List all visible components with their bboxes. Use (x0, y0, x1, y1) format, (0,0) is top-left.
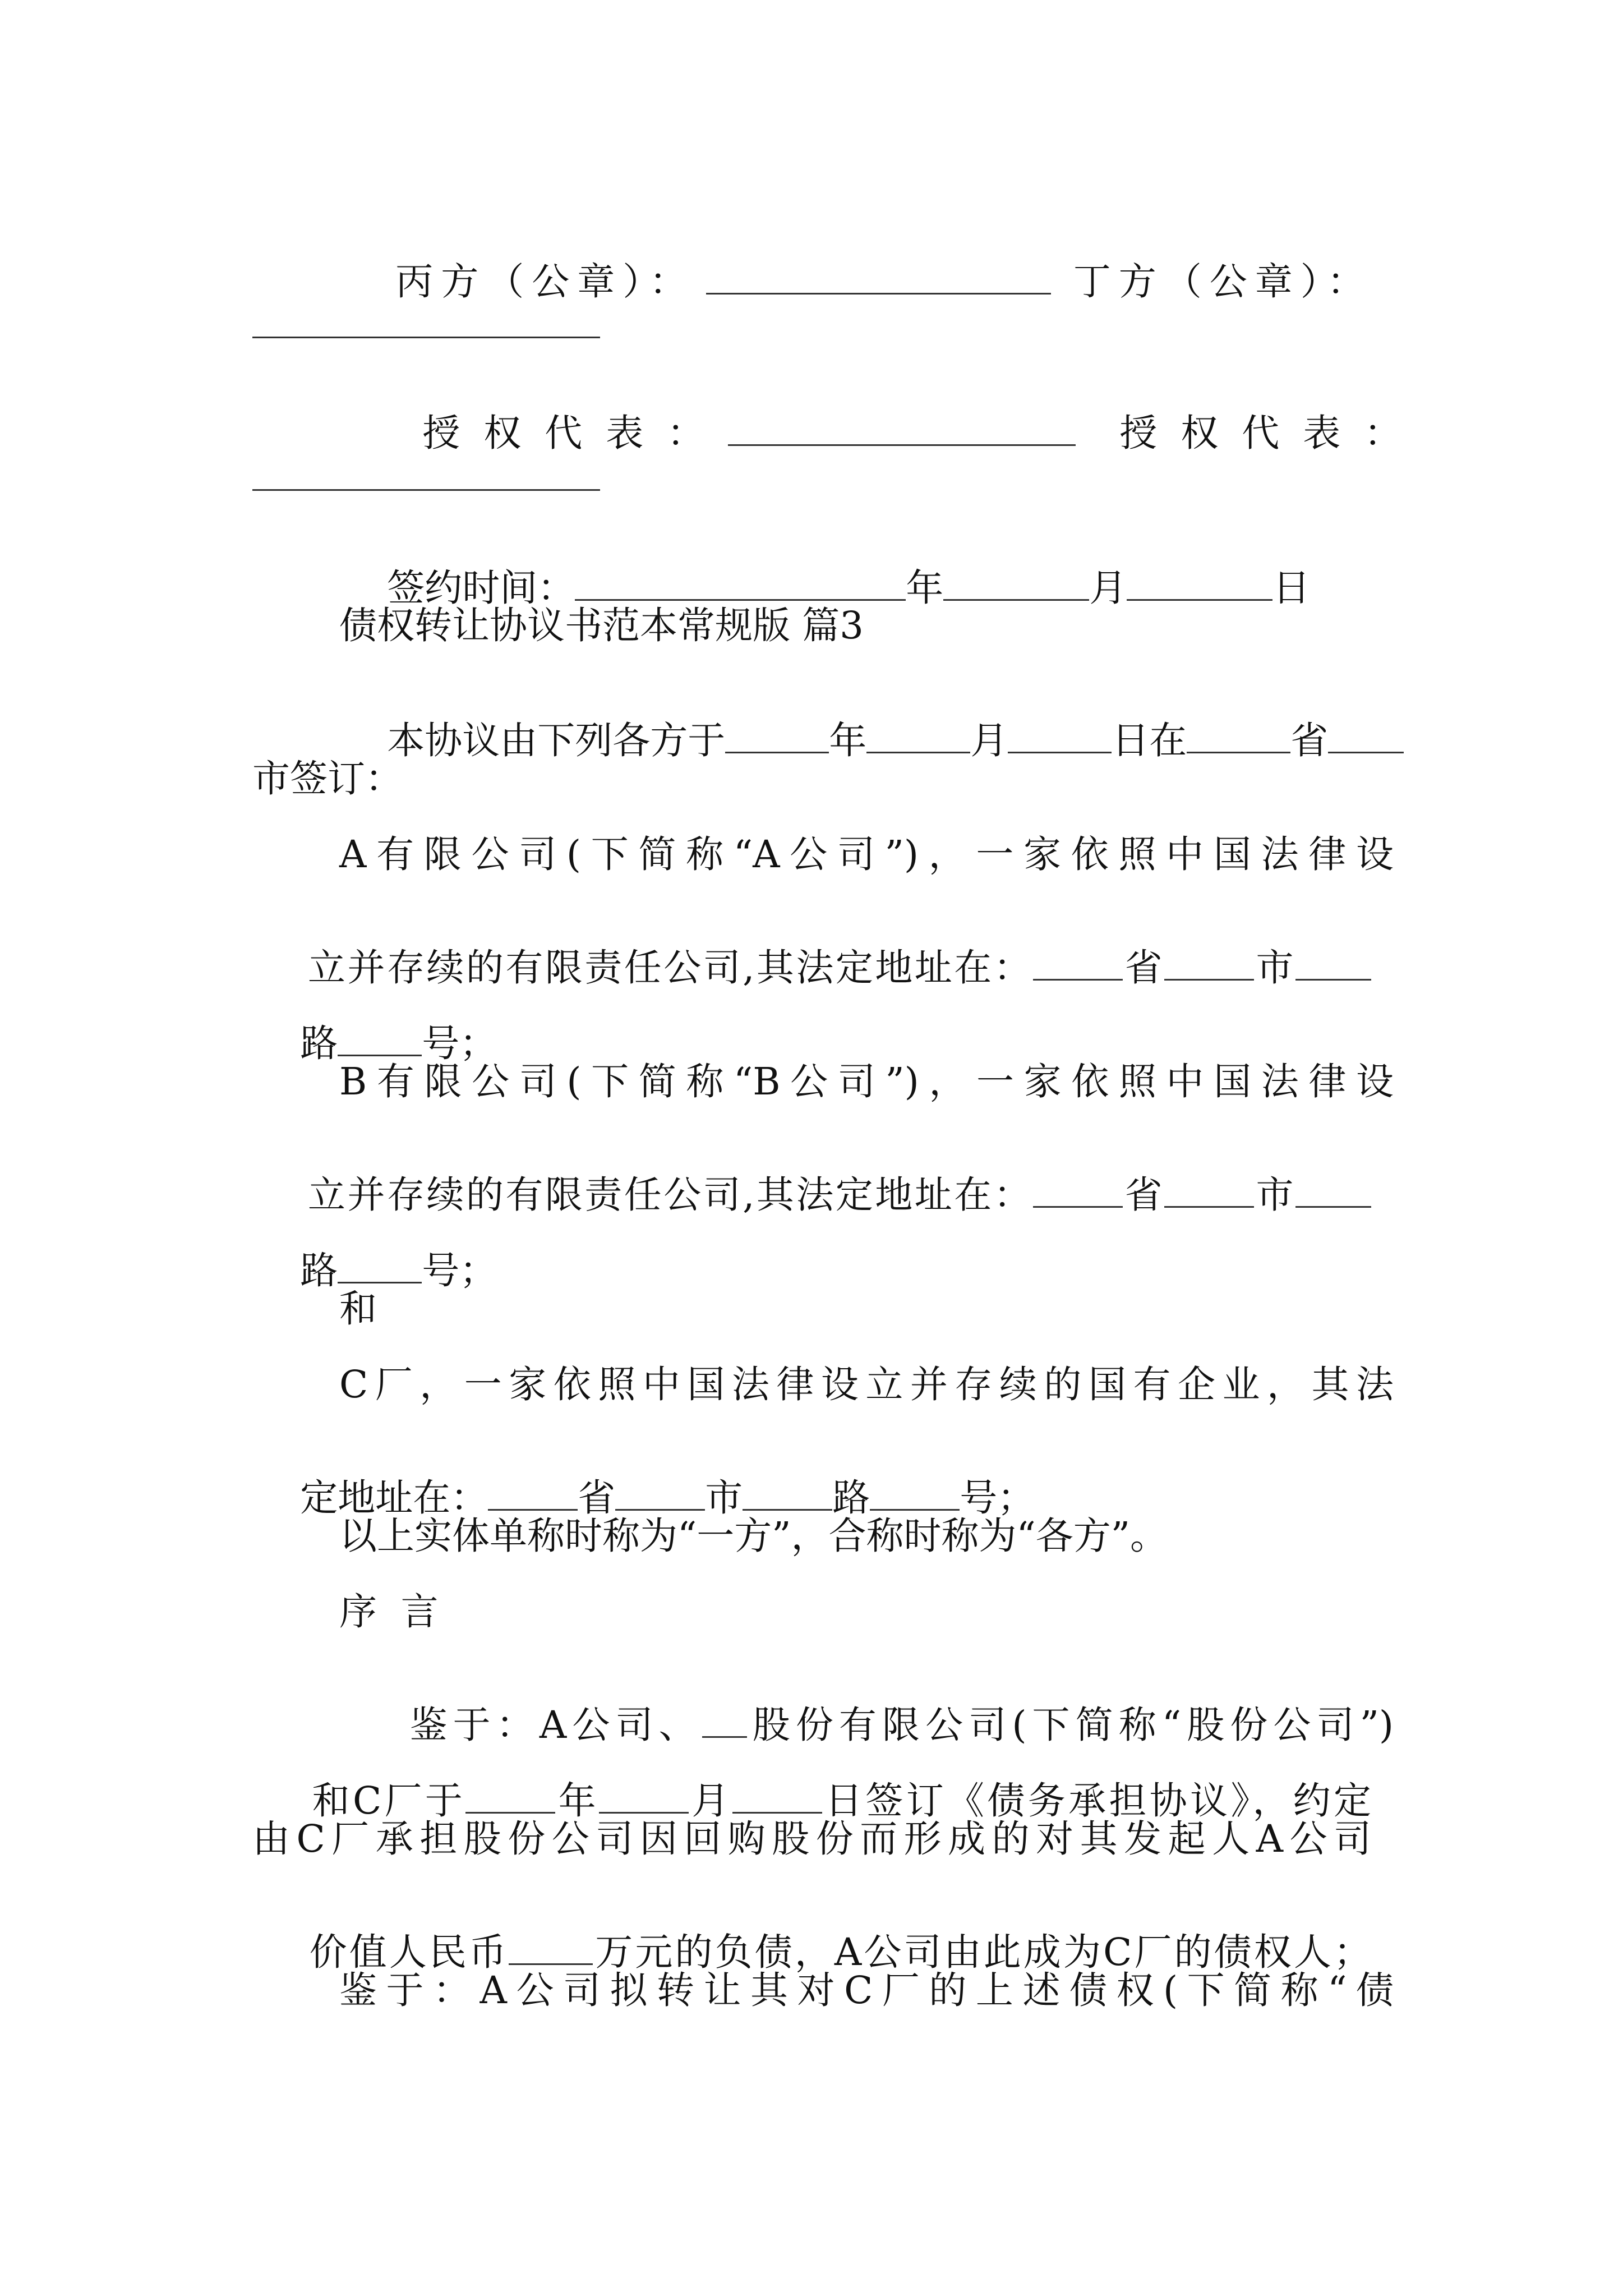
blank (1033, 978, 1123, 981)
party-a-line-2 (252, 912, 1371, 990)
party-b-address-text: 立并存续的有限责任公司,其法定地址在： (308, 1173, 1034, 1217)
party-d-representative-label: 授权代表： (1119, 411, 1426, 455)
signature-row-representative (375, 377, 1426, 455)
party-c-seal-blank (706, 292, 1051, 295)
blank (1187, 751, 1290, 753)
party-c-road: 路 (832, 1476, 870, 1520)
blank (338, 1054, 422, 1056)
signing-time-label: 签约时间： (387, 566, 575, 610)
whereas-1-date-text: 和C厂于 (312, 1779, 466, 1823)
whereas-1-line-4 (252, 1896, 1371, 1974)
blank (509, 1963, 593, 1965)
signing-time-blank (575, 599, 906, 601)
preface-title: 序 言 (339, 1590, 439, 1634)
blank (866, 751, 970, 753)
party-c-number: 号； (960, 1476, 1035, 1520)
whereas-2-line-1: 鉴于：A公司拟转让其对C厂的上述债权(下简称“债 (339, 1968, 1394, 2012)
whereas-1-line-1 (339, 1669, 1394, 1747)
blank (1295, 978, 1371, 981)
whereas-1-amount-text: 价值人民币 (309, 1930, 509, 1974)
signing-time-year: 年 (906, 566, 944, 610)
signing-time-month-blank (1127, 599, 1272, 601)
party-d-seal-label: 丁方（公章）： (1073, 260, 1373, 303)
blank (725, 751, 829, 753)
intro-day-place: 日在 (1112, 719, 1187, 762)
blank (599, 1811, 689, 1814)
party-a-number: 号； (422, 1022, 497, 1065)
blank (702, 1736, 747, 1738)
party-b-city: 市 (1254, 1173, 1296, 1217)
blank (338, 1281, 422, 1283)
whereas-1-year: 年 (555, 1779, 599, 1823)
section-heading: 债权转让协议书范本常规版 篇3 (339, 604, 864, 647)
collective-definition: 以上实体单称时称为“一方”，合称时称为“各方”。 (339, 1514, 1168, 1558)
party-a-province: 省 (1123, 946, 1165, 990)
blank (465, 1811, 555, 1814)
signing-time-day: 日 (1272, 566, 1311, 610)
signing-time-year-blank (943, 599, 1089, 601)
party-c-city: 市 (705, 1476, 743, 1520)
whereas-1-line-2 (252, 1745, 1372, 1823)
party-c-representative-blank (728, 444, 1076, 446)
party-c-seal-label: 丙方（公章）： (395, 260, 695, 303)
party-a-city: 市 (1254, 946, 1296, 990)
party-a-line-1: A有限公司(下简称“A公司”)，一家依照中国法律设 (339, 832, 1394, 876)
blank (1164, 978, 1254, 981)
blank (1295, 1205, 1371, 1208)
blank (488, 1508, 578, 1511)
whereas-1-company: 股份有限公司(下简称“股份公司”) (746, 1703, 1394, 1747)
whereas-1-text: 鉴于：A公司、 (409, 1703, 702, 1747)
intro-line-1 (339, 684, 1394, 762)
party-a-address-text: 立并存续的有限责任公司,其法定地址在： (308, 946, 1034, 990)
party-c-province: 省 (578, 1476, 616, 1520)
whereas-1-month: 月 (688, 1779, 732, 1823)
party-a-road: 路 (300, 1022, 338, 1065)
party-c-line-1: C厂，一家依照中国法律设立并存续的国有企业，其法 (339, 1363, 1394, 1406)
blank (870, 1508, 960, 1511)
party-b-number: 号； (422, 1249, 497, 1292)
party-c-address-text: 定地址在： (300, 1476, 488, 1520)
blank (1164, 1205, 1254, 1208)
conjunction-and: 和 (339, 1287, 377, 1331)
party-c-line-2 (252, 1442, 1371, 1520)
intro-text: 本协议由下列各方于 (387, 719, 726, 762)
signing-time-month: 月 (1089, 566, 1127, 610)
intro-year: 年 (829, 719, 867, 762)
party-d-representative-blank (252, 489, 600, 491)
party-a-line-3 (252, 987, 1371, 1065)
blank (615, 1508, 705, 1511)
signing-time (339, 532, 1458, 610)
party-b-line-1: B有限公司(下简称“B公司”)，一家依照中国法律设 (339, 1060, 1394, 1103)
party-b-line-3 (252, 1214, 1371, 1292)
blank (1033, 1205, 1123, 1208)
whereas-1-liability: 万元的负债，A公司由此成为C厂的债权人； (593, 1930, 1371, 1974)
intro-month: 月 (970, 719, 1008, 762)
party-d-seal-blank (252, 337, 600, 338)
blank (732, 1811, 822, 1814)
party-b-line-2 (252, 1139, 1371, 1217)
signature-row-seal (348, 226, 1374, 303)
party-b-road: 路 (300, 1249, 338, 1292)
blank (1328, 751, 1404, 753)
intro-line-2: 市签订： (252, 757, 403, 800)
whereas-1-agreement: 日签订《债务承担协议》，约定 (822, 1779, 1372, 1823)
intro-province: 省 (1290, 719, 1329, 762)
whereas-1-line-3: 由C厂承担股份公司因回购股份而形成的对其发起人A公司 (252, 1817, 1371, 1861)
blank (743, 1508, 832, 1511)
blank (1008, 751, 1112, 753)
party-c-representative-label: 授权代表： (422, 411, 728, 455)
party-b-province: 省 (1123, 1173, 1165, 1217)
